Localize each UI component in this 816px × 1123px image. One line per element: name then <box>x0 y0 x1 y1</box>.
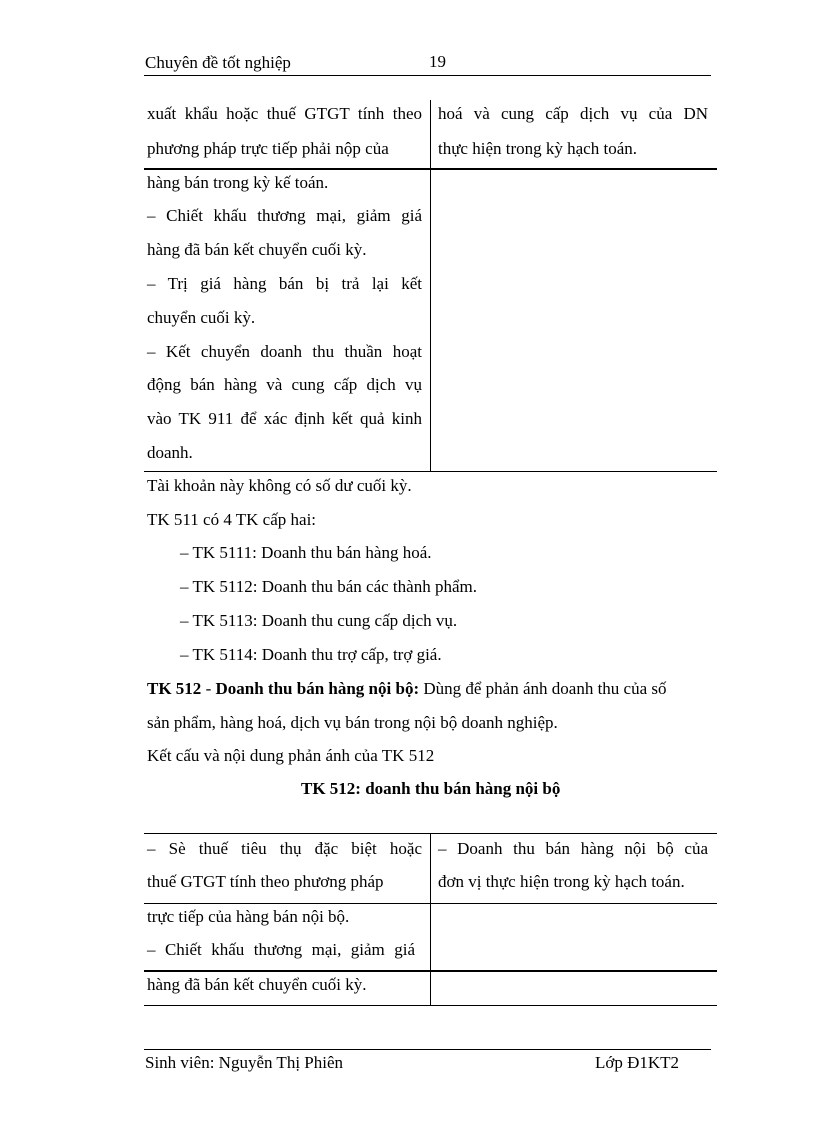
table-cell-line: – Kết chuyển doanh thu thuần hoạt <box>147 342 422 361</box>
table-row-divider <box>144 970 717 972</box>
tk512-dash: - <box>201 679 216 698</box>
tk512-label: TK 512 <box>147 679 202 698</box>
header-title: Chuyên đề tốt nghiệp <box>145 53 291 72</box>
table-cell-line: vào TK 911 để xác định kết quả kinh <box>147 409 422 428</box>
table-cell-line: doanh. <box>147 443 193 462</box>
paragraph: sản phẩm, hàng hoá, dịch vụ bán trong nội bộ doanh nghiệp. <box>147 713 558 732</box>
list-item: – TK 5112: Doanh thu bán các thành phẩm. <box>180 577 477 596</box>
paragraph: Tài khoản này không có số dư cuối kỳ. <box>147 476 412 495</box>
table-cell-line: – Trị giá hàng bán bị trả lại kết <box>147 274 422 293</box>
table-cell-line: hoá và cung cấp dịch vụ của DN <box>438 104 708 123</box>
table-cell-line: động bán hàng và cung cấp dịch vụ <box>147 375 422 394</box>
table-row-divider <box>144 903 717 904</box>
table-cell-line: chuyển cuối kỳ. <box>147 308 256 327</box>
table-cell-line: thực hiện trong kỳ hạch toán. <box>438 139 637 158</box>
table-cell-line: hàng bán trong kỳ kế toán. <box>147 173 329 192</box>
table-cell-line: hàng đã bán kết chuyển cuối kỳ. <box>147 240 367 259</box>
table-cell-line: trực tiếp của hàng bán nội bộ. <box>147 907 350 926</box>
table-cell-line: hàng đã bán kết chuyển cuối kỳ. <box>147 975 367 994</box>
table-cell-line: thuế GTGT tính theo phương pháp <box>147 872 384 891</box>
list-item: – TK 5113: Doanh thu cung cấp dịch vụ. <box>180 611 458 630</box>
tk512-name: Doanh thu bán hàng nội bộ: <box>215 679 420 698</box>
table-cell-line: – Chiết khấu thương mại, giảm giá <box>147 940 415 959</box>
page-footer <box>0 1040 816 1080</box>
table-divider <box>430 833 431 1006</box>
list-item: – TK 5111: Doanh thu bán hàng hoá. <box>180 543 432 562</box>
table-title: TK 512: doanh thu bán hàng nội bộ <box>301 779 561 798</box>
page-number: 19 <box>429 52 446 71</box>
table-cell-line: – Doanh thu bán hàng nội bộ của <box>438 839 708 858</box>
paragraph: Kết cấu và nội dung phản ánh của TK 512 <box>147 746 435 765</box>
paragraph: TK 511 có 4 TK cấp hai: <box>147 510 317 529</box>
footer-rule <box>144 1049 711 1050</box>
class-code: Lớp Đ1KT2 <box>595 1053 680 1072</box>
table-bottom-border <box>144 1005 717 1006</box>
table-cell-line: phương pháp trực tiếp phải nộp của <box>147 139 389 158</box>
table-cell-line: – Chiết khấu thương mại, giảm giá <box>147 206 422 225</box>
table-cell-line: – Sè thuế tiêu thụ đặc biệt hoặc <box>147 839 422 858</box>
tk512-desc: Dùng để phản ánh doanh thu của số <box>419 679 667 698</box>
list-item: – TK 5114: Doanh thu trợ cấp, trợ giá. <box>180 645 442 664</box>
table-cell-line: xuất khẩu hoặc thuế GTGT tính theo <box>147 104 422 123</box>
table-cell-line: đơn vị thực hiện trong kỳ hạch toán. <box>438 872 685 891</box>
student-name: Sinh viên: Nguyễn Thị Phiên <box>145 1053 344 1072</box>
